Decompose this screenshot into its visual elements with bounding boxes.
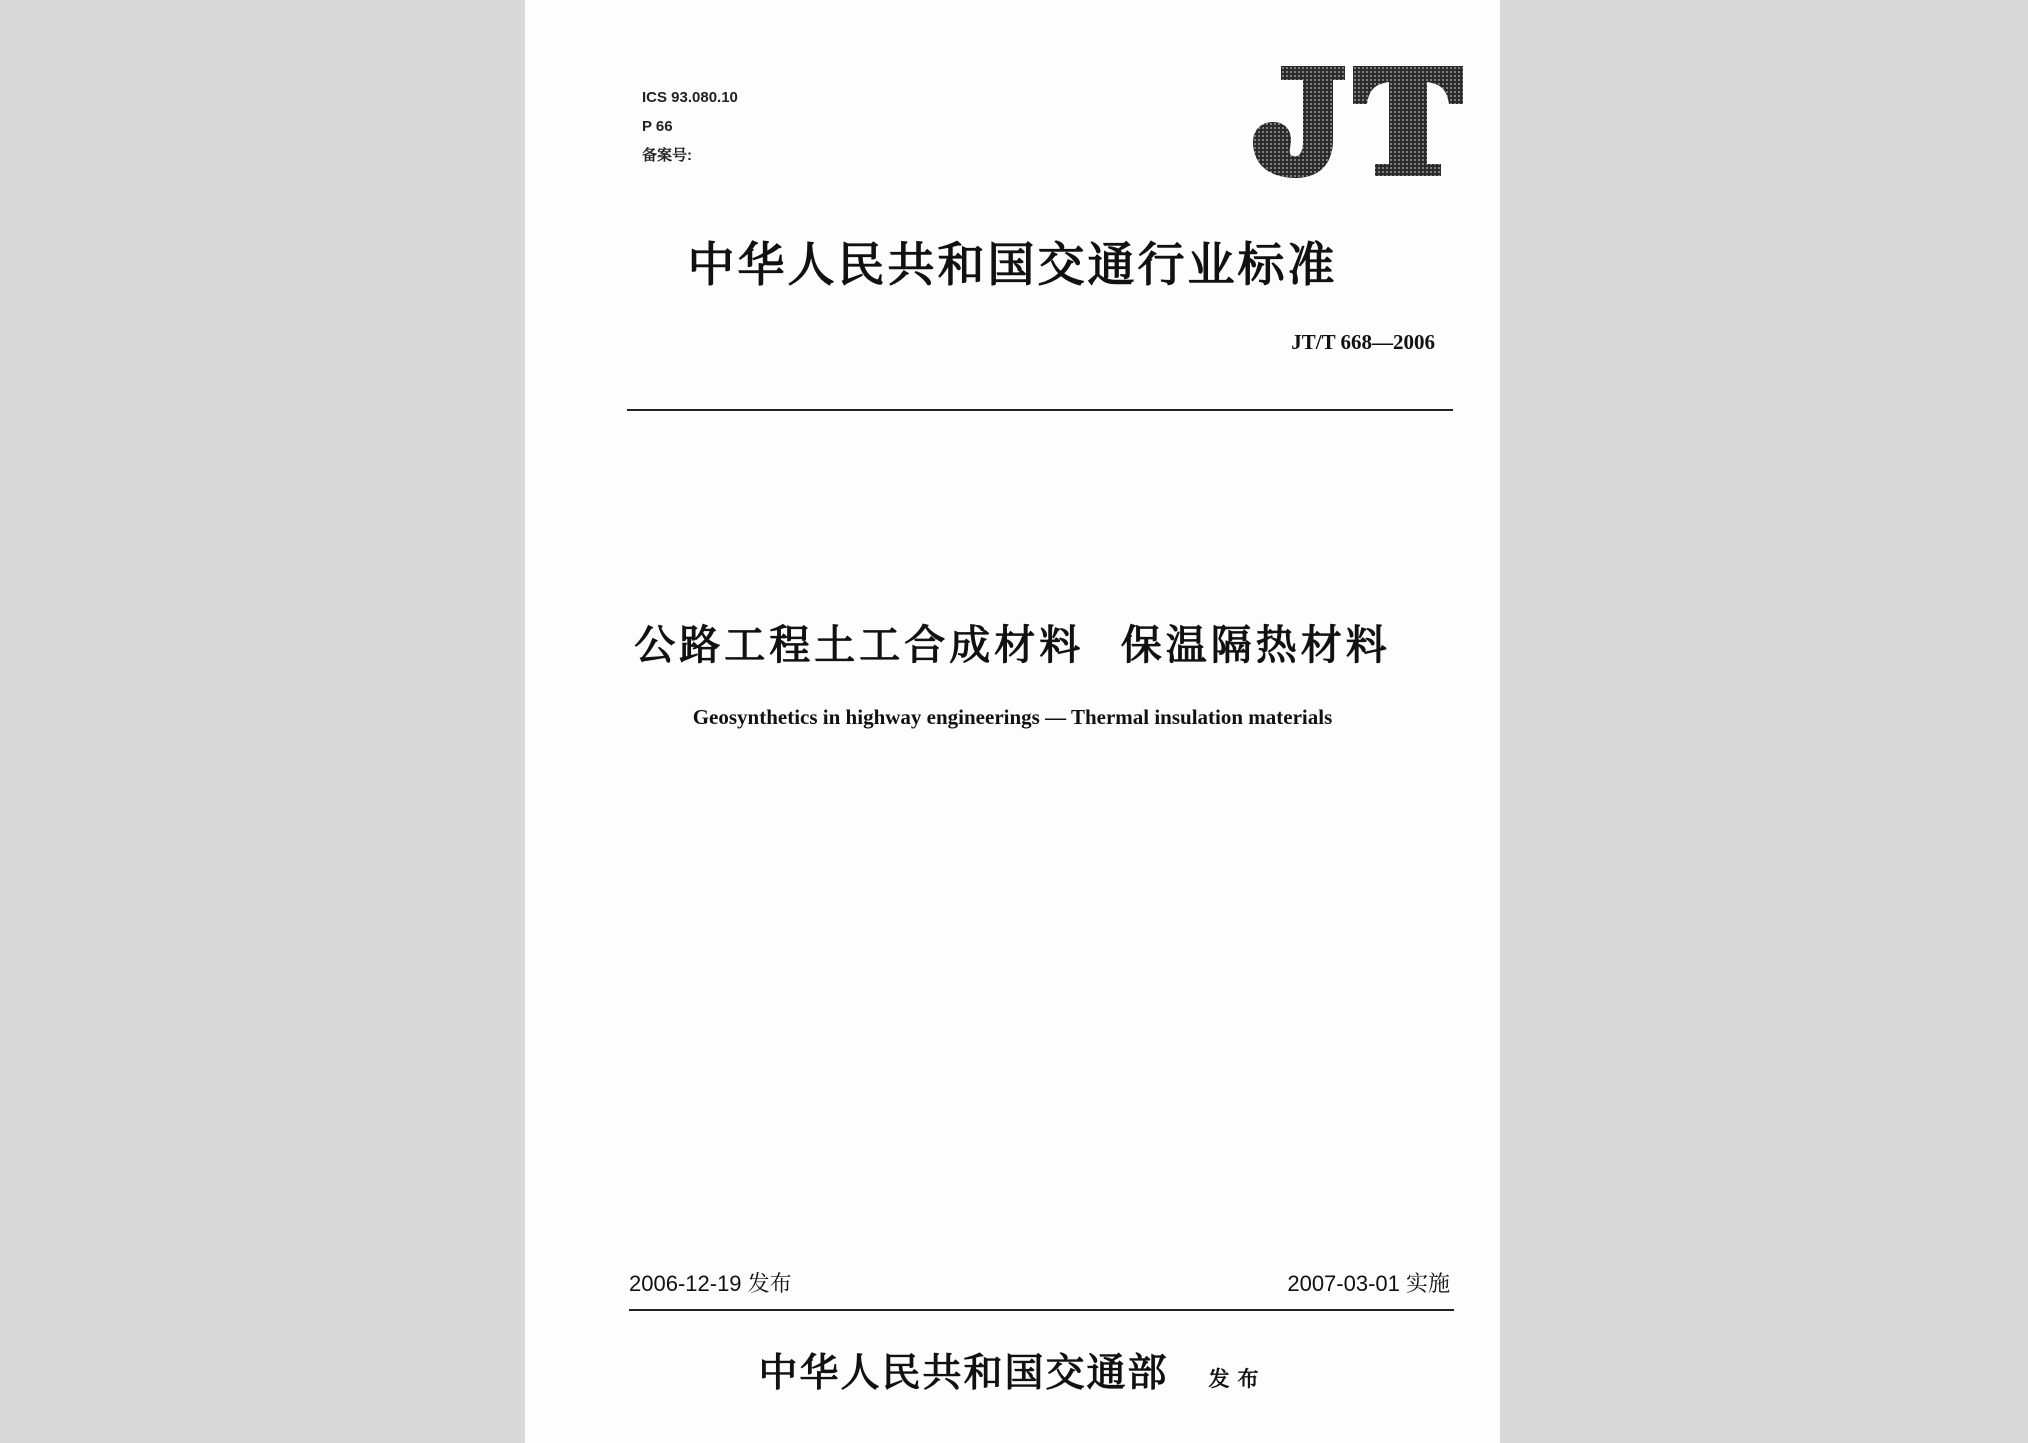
issue-date: 2006-12-19 发布 xyxy=(629,1271,792,1296)
standard-code: JT/T 668—2006 xyxy=(1291,330,1435,354)
document-metadata xyxy=(642,83,738,170)
document-page xyxy=(525,0,1500,1443)
issuer-name: 中华人民共和国交通部 xyxy=(758,1350,1169,1396)
implementation-date: 2007-03-01 实施 xyxy=(1287,1271,1450,1296)
issuer-action: 发布 xyxy=(1208,1367,1267,1391)
footer-divider xyxy=(629,1309,1454,1311)
logo-text: JT xyxy=(1241,58,1242,59)
header-divider xyxy=(627,409,1453,411)
issuer-line xyxy=(525,1342,1500,1398)
jt-logo-graphic xyxy=(1241,58,1467,182)
classification-code: P 66 xyxy=(642,118,673,135)
ics-code: ICS 93.080.10 xyxy=(642,89,738,106)
document-title-cn: 公路工程土工合成材料 保温隔热材料 xyxy=(634,621,1391,669)
standard-category-title: 中华人民共和国交通行业标准 xyxy=(687,238,1338,293)
jt-logo xyxy=(1241,58,1467,182)
document-title-en: Geosynthetics in highway engineerings — Thermal insulation materials xyxy=(692,705,1333,729)
filing-number-label: 备案号: xyxy=(642,147,692,164)
